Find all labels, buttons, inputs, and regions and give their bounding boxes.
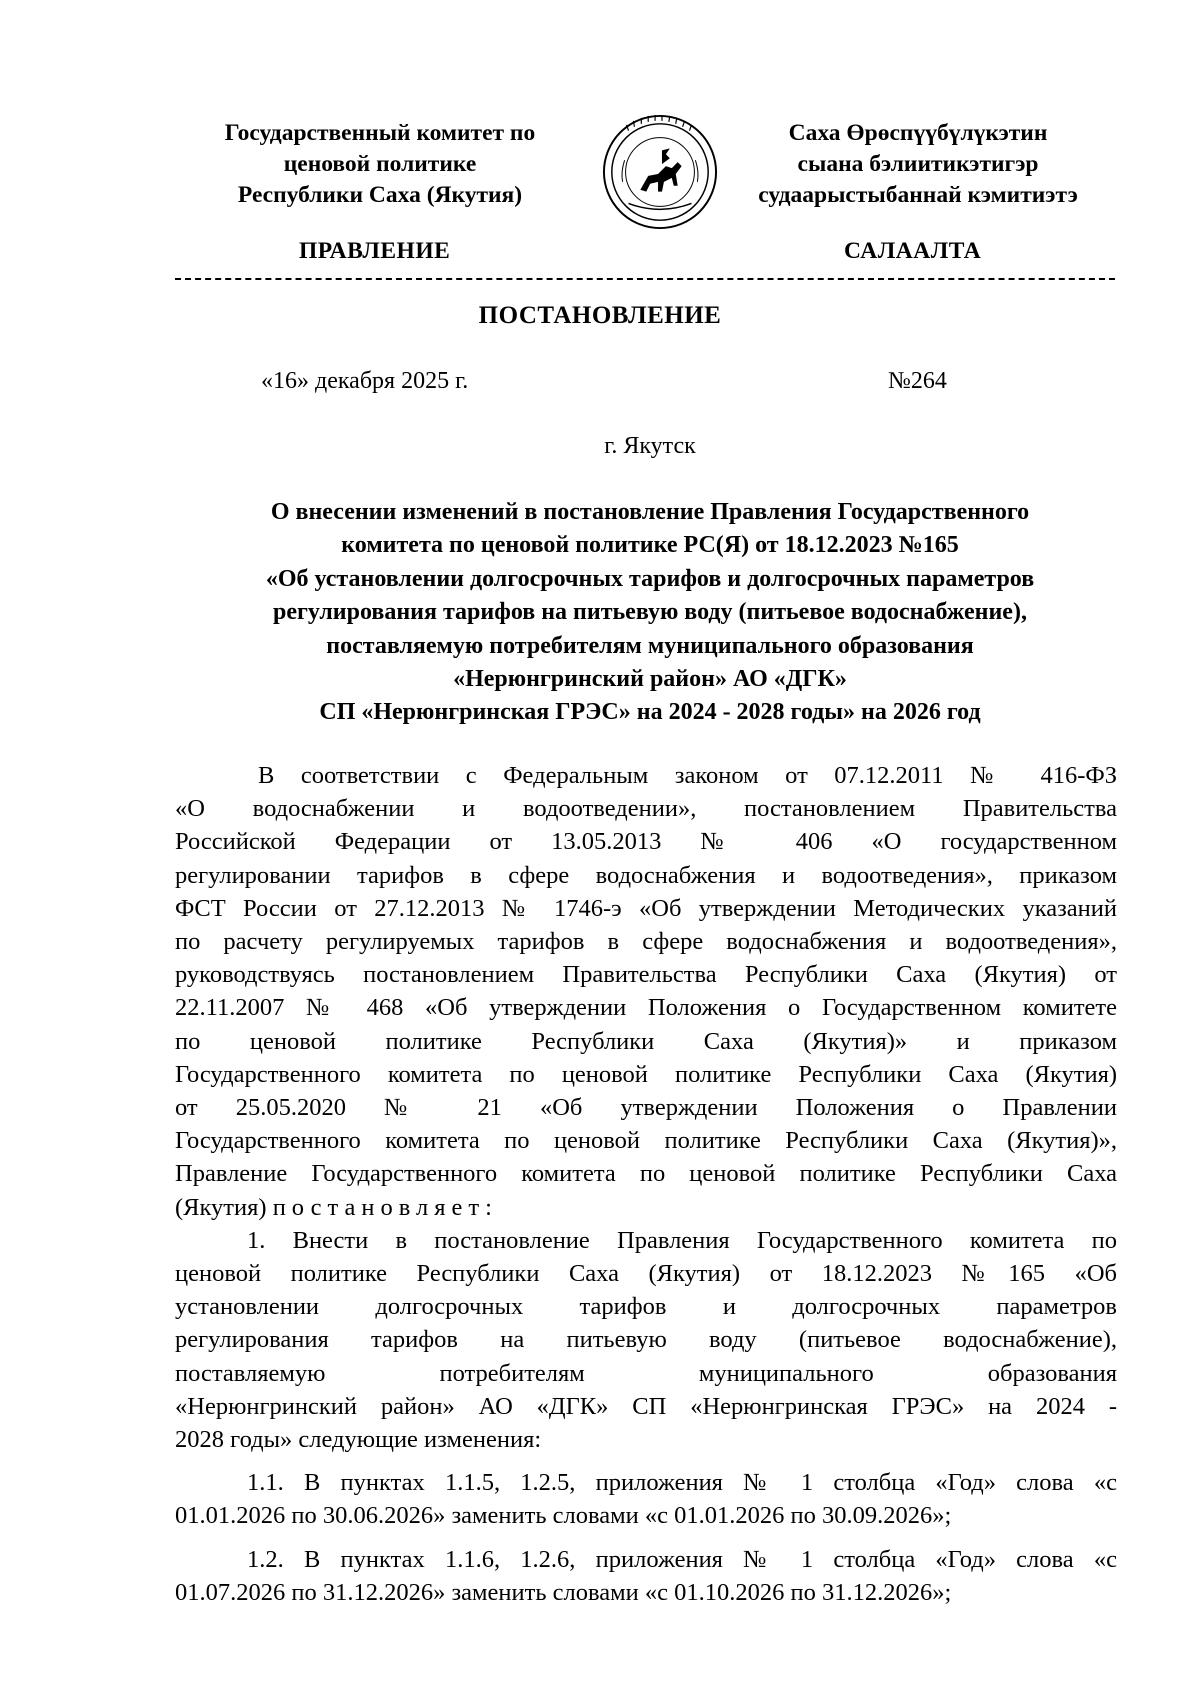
item-1-line: ценовой политике Республики Саха (Якутия) от 18.12.2023 №165 «Об <box>175 1260 1117 1288</box>
title-line: поставляемую потребителям муниципального образования <box>326 632 974 659</box>
header-left-ru <box>180 118 580 211</box>
document-number: №264 <box>888 368 947 394</box>
title-line: «Об установлении долгосрочных тарифов и долгосрочных параметров <box>265 565 1035 592</box>
document-date: «16» декабря 2025 г. <box>261 368 469 394</box>
item-1-line: 1. Внести в постановление Правления Государственного комитета по <box>247 1226 1117 1254</box>
header-left-line: Республики Саха (Якутия) <box>237 182 523 208</box>
document-body <box>175 759 1117 1609</box>
preamble-line: 22.11.2007 № 468 «Об утверждении Положения о Государственном комитете <box>175 994 1117 1022</box>
preamble-line <box>175 1191 1117 1224</box>
preamble-line: регулировании тарифов в сфере водоснабжения и водоотведения», приказом <box>175 861 1117 889</box>
document-title <box>120 496 1180 730</box>
coat-of-arms-icon <box>601 113 719 231</box>
header-right-line: Саха Өрөспүүбүлүкэтин <box>788 120 1048 146</box>
preamble-line: ФСТ России от 27.12.2013 № 1746-э «Об утверждении Методических указаний <box>175 894 1117 922</box>
preamble-line: В соответствии с Федеральным законом от 07.12.2011 № 416-ФЗ <box>258 762 1117 789</box>
item-1 <box>175 1224 1117 1456</box>
title-line: СП «Нерюнгринская ГРЭС» на 2024 - 2028 годы» на 2026 год <box>319 699 981 726</box>
item-1-line: 2028 годы» следующие изменения: <box>175 1426 542 1454</box>
board-label-ru: ПРАВЛЕНИЕ <box>299 238 451 264</box>
preamble-line: руководствуясь постановлением Правительства Республики Саха (Якутия) от <box>175 961 1117 989</box>
preamble-line: Государственного комитета по ценовой политике Республики Саха (Якутия) <box>175 1060 1117 1088</box>
header-left-line: ценовой политике <box>283 151 477 177</box>
dashed-divider <box>175 278 1115 280</box>
preamble-line: от 25.05.2020 № 21 «Об утверждении Положения о Правлении <box>175 1094 1117 1122</box>
board-label-sah: САЛААЛТА <box>844 238 982 264</box>
resolves-word: постановляет: <box>272 1193 498 1221</box>
preamble-line: Правление Государственного комитета по ценовой политике Республики Саха <box>175 1160 1117 1188</box>
title-line: «Нерюнгринский район» АО «ДГК» <box>453 666 847 693</box>
preamble-line: по ценовой политике Республики Саха (Якутия)» и приказом <box>175 1027 1117 1055</box>
header-right-sah <box>723 118 1113 211</box>
title-line: комитета по ценовой политике РС(Я) от 18.12.2023 №165 <box>341 532 959 559</box>
item-1-1-line: 01.01.2026 по 30.06.2026» заменить словами «с 01.01.2026 по 30.09.2026»; <box>175 1502 952 1530</box>
title-line: регулирования тарифов на питьевую воду (питьевое водоснабжение), <box>273 599 1027 626</box>
item-1-2-line: 01.07.2026 по 31.12.2026» заменить словами «с 01.10.2026 по 31.12.2026»; <box>175 1578 952 1606</box>
item-1-1-line: 1.1. В пунктах 1.1.5, 1.2.5, приложения № 1 столбца «Год» слова «с <box>247 1469 1117 1497</box>
item-1-2-line: 1.2. В пунктах 1.1.6, 1.2.6, приложения № 1 столбца «Год» слова «с <box>247 1545 1117 1573</box>
header-right-line: судаарыстыбаннай кэмитиэтэ <box>758 182 1078 208</box>
preamble <box>175 759 1117 1224</box>
preamble-line: «О водоснабжении и водоотведении», постановлением Правительства <box>175 795 1117 823</box>
item-1-1 <box>175 1466 1117 1532</box>
preamble-line: Государственного комитета по ценовой политике Республики Саха (Якутия)», <box>175 1127 1117 1155</box>
item-1-line: регулирования тарифов на питьевую воду (питьевое водоснабжение), <box>175 1326 1117 1354</box>
preamble-last-prefix: (Якутия) <box>175 1193 267 1221</box>
header-left-line: Государственный комитет по <box>224 120 536 146</box>
document-type: ПОСТАНОВЛЕНИЕ <box>478 302 722 329</box>
document-city: г. Якутск <box>604 433 696 459</box>
item-1-line: поставляемую потребителям муниципального образования <box>175 1359 1117 1387</box>
title-line: О внесении изменений в постановление Правления Государственного <box>270 499 1030 525</box>
preamble-line: Российской Федерации от 13.05.2013 № 406 «О государственном <box>175 828 1117 856</box>
item-1-2 <box>175 1543 1117 1609</box>
item-1-line: установлении долгосрочных тарифов и долгосрочных параметров <box>175 1293 1117 1321</box>
preamble-line: по расчету регулируемых тарифов в сфере водоснабжения и водоотведения», <box>175 928 1117 956</box>
header-right-line: сыана бэлиитикэтигэр <box>797 151 1039 177</box>
item-1-line: «Нерюнгринский район» АО «ДГК» СП «Нерюнгринская ГРЭС» на 2024 - <box>175 1392 1117 1420</box>
